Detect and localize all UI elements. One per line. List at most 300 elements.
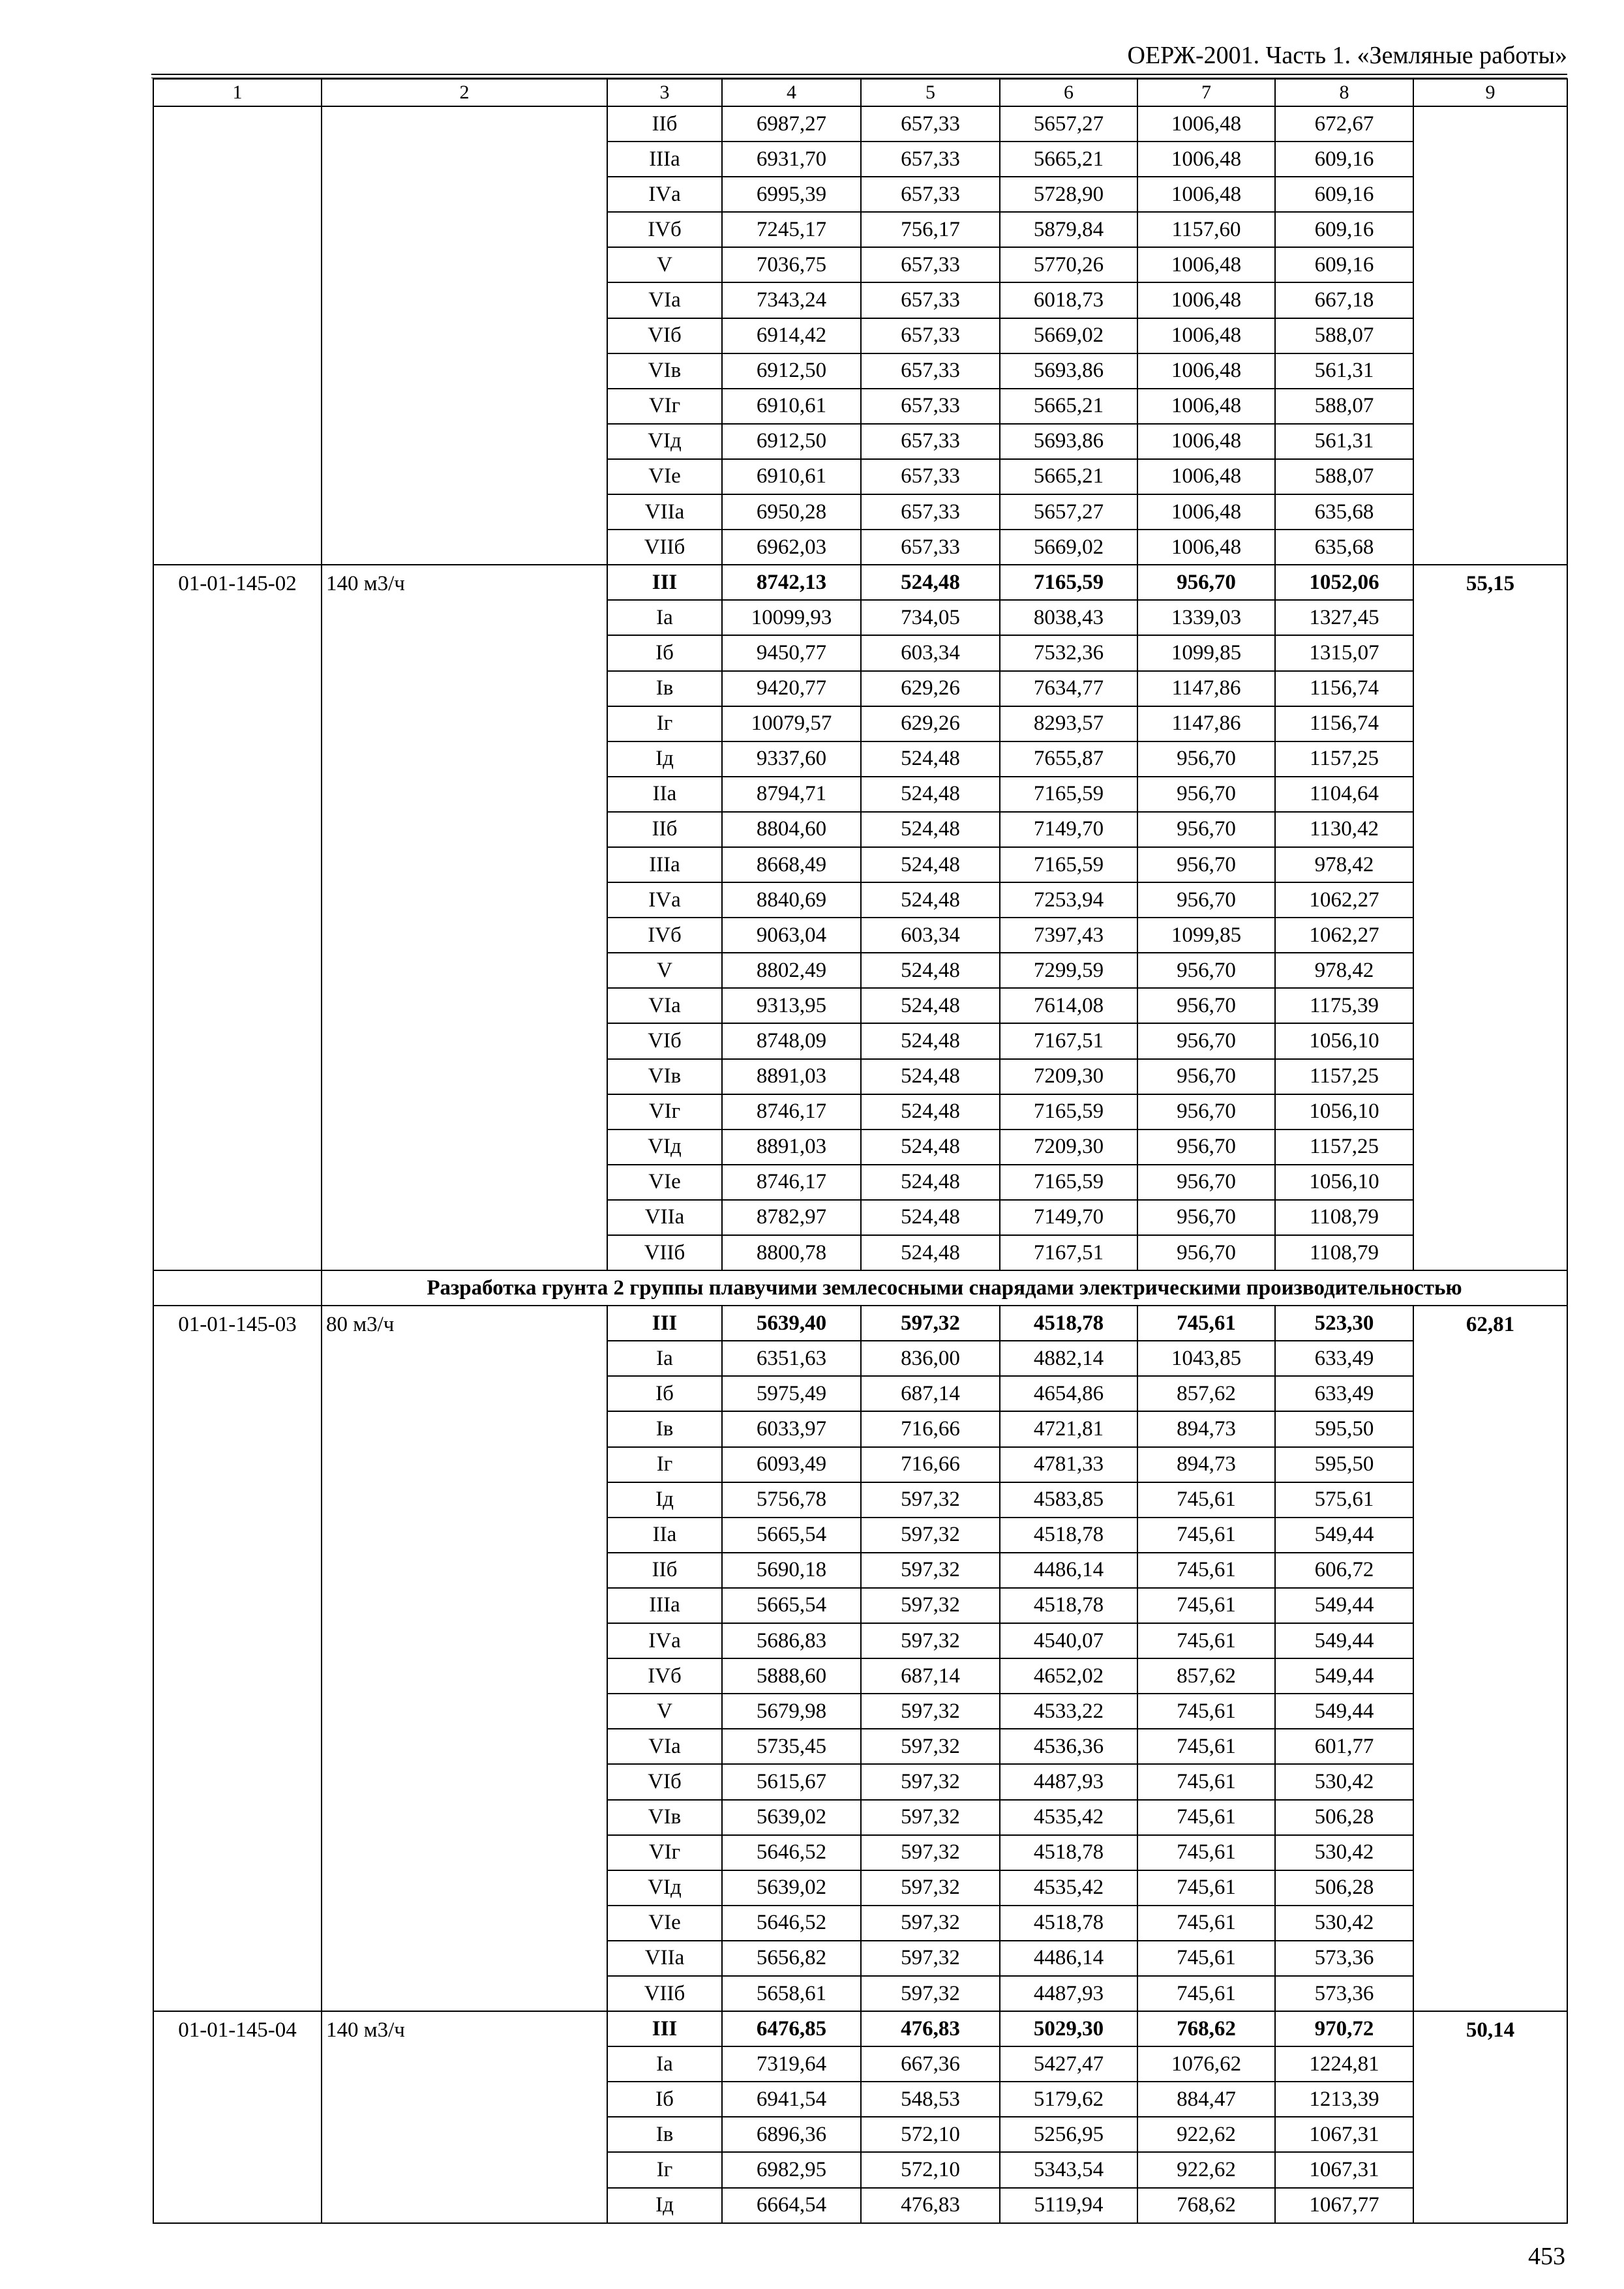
- soil-zone: Iв: [607, 671, 722, 706]
- soil-zone: VIIб: [607, 530, 722, 565]
- total-cost: 8802,49: [722, 953, 861, 988]
- column-number: 1: [153, 79, 322, 106]
- machine-cost: 7253,94: [1000, 882, 1137, 918]
- operator-wages: 857,62: [1137, 1376, 1275, 1411]
- operator-wages: 956,70: [1137, 1165, 1275, 1200]
- materials-cost: 606,72: [1275, 1553, 1413, 1588]
- wages: 597,32: [861, 1729, 1000, 1764]
- total-cost: 5658,61: [722, 1976, 861, 2011]
- wages: 524,48: [861, 1235, 1000, 1270]
- operator-wages: 745,61: [1137, 1870, 1275, 1906]
- soil-zone: IIб: [607, 1553, 722, 1588]
- materials-cost: 1157,25: [1275, 1130, 1413, 1165]
- machine-cost: 4518,78: [1000, 1518, 1137, 1553]
- soil-zone: VIв: [607, 1059, 722, 1094]
- total-cost: 6950,28: [722, 494, 861, 530]
- total-cost: 6896,36: [722, 2117, 861, 2152]
- total-cost: 6982,95: [722, 2152, 861, 2187]
- total-cost: 5639,40: [722, 1306, 861, 1341]
- machine-cost: 7532,36: [1000, 635, 1137, 670]
- materials-cost: 506,28: [1275, 1870, 1413, 1906]
- soil-zone: VIд: [607, 1870, 722, 1906]
- operator-wages: 956,70: [1137, 1200, 1275, 1235]
- materials-cost: 1062,27: [1275, 882, 1413, 918]
- machine-cost: 5179,62: [1000, 2082, 1137, 2117]
- rate-description: 140 м3/ч: [322, 565, 607, 1270]
- materials-cost: 588,07: [1275, 389, 1413, 424]
- machine-cost: 7614,08: [1000, 988, 1137, 1023]
- wages: 756,17: [861, 212, 1000, 247]
- operator-wages: 1006,48: [1137, 494, 1275, 530]
- wages: 657,33: [861, 177, 1000, 212]
- operator-wages: 768,62: [1137, 2188, 1275, 2223]
- machine-cost: 4487,93: [1000, 1764, 1137, 1799]
- soil-zone: VIб: [607, 318, 722, 353]
- soil-zone: VIе: [607, 459, 722, 494]
- wages: 657,33: [861, 142, 1000, 177]
- wages: 657,33: [861, 530, 1000, 565]
- column-number: 4: [722, 79, 861, 106]
- total-cost: 5646,52: [722, 1835, 861, 1870]
- materials-cost: 595,50: [1275, 1411, 1413, 1446]
- operator-wages: 1006,48: [1137, 530, 1275, 565]
- table-row: [153, 106, 1567, 142]
- materials-cost: 1062,27: [1275, 918, 1413, 953]
- operator-wages: 1076,62: [1137, 2046, 1275, 2082]
- operator-wages: 745,61: [1137, 1764, 1275, 1799]
- operator-wages: 1006,48: [1137, 177, 1275, 212]
- soil-zone: VIд: [607, 424, 722, 459]
- total-cost: 9313,95: [722, 988, 861, 1023]
- soil-zone: VIа: [607, 282, 722, 318]
- materials-cost: 1052,06: [1275, 565, 1413, 600]
- operator-wages: 956,70: [1137, 777, 1275, 812]
- machine-cost: 7209,30: [1000, 1130, 1137, 1165]
- machine-cost: 7634,77: [1000, 671, 1137, 706]
- wages: 657,33: [861, 353, 1000, 389]
- operator-wages: 922,62: [1137, 2117, 1275, 2152]
- materials-cost: 970,72: [1275, 2011, 1413, 2046]
- soil-zone: Iв: [607, 1411, 722, 1446]
- operator-wages: 745,61: [1137, 1482, 1275, 1518]
- machine-cost: 7165,59: [1000, 777, 1137, 812]
- machine-cost: 5693,86: [1000, 424, 1137, 459]
- operator-wages: 956,70: [1137, 1023, 1275, 1058]
- column-number: 2: [322, 79, 607, 106]
- wages: 524,48: [861, 882, 1000, 918]
- wages: 524,48: [861, 1165, 1000, 1200]
- column-number: 5: [861, 79, 1000, 106]
- soil-zone: Iд: [607, 1482, 722, 1518]
- operator-wages: 1157,60: [1137, 212, 1275, 247]
- total-cost: 6093,49: [722, 1447, 861, 1482]
- machine-cost: 7167,51: [1000, 1023, 1137, 1058]
- operator-wages: 745,61: [1137, 1835, 1275, 1870]
- total-cost: 6910,61: [722, 389, 861, 424]
- operator-wages: 956,70: [1137, 1130, 1275, 1165]
- soil-zone: IIб: [607, 106, 722, 142]
- total-cost: 6931,70: [722, 142, 861, 177]
- total-cost: 6910,61: [722, 459, 861, 494]
- operator-wages: 1147,86: [1137, 706, 1275, 741]
- materials-cost: 530,42: [1275, 1835, 1413, 1870]
- materials-cost: 1157,25: [1275, 741, 1413, 777]
- materials-cost: 1108,79: [1275, 1200, 1413, 1235]
- soil-zone: VIв: [607, 1800, 722, 1835]
- wages: 657,33: [861, 424, 1000, 459]
- wages: 524,48: [861, 741, 1000, 777]
- machine-cost: 5728,90: [1000, 177, 1137, 212]
- materials-cost: 1108,79: [1275, 1235, 1413, 1270]
- materials-cost: 549,44: [1275, 1658, 1413, 1694]
- operator-wages: 1006,48: [1137, 142, 1275, 177]
- soil-zone: V: [607, 247, 722, 282]
- operator-wages: 1099,85: [1137, 635, 1275, 670]
- total-cost: 7036,75: [722, 247, 861, 282]
- column-number: 9: [1413, 79, 1567, 106]
- machine-cost: 5343,54: [1000, 2152, 1137, 2187]
- materials-cost: 549,44: [1275, 1588, 1413, 1623]
- machine-cost: 5665,21: [1000, 389, 1137, 424]
- total-cost: 8891,03: [722, 1059, 861, 1094]
- rate-code: 01-01-145-03: [153, 1306, 322, 2011]
- materials-cost: 561,31: [1275, 424, 1413, 459]
- materials-cost: 1104,64: [1275, 777, 1413, 812]
- wages: 657,33: [861, 318, 1000, 353]
- rate-description: 140 м3/ч: [322, 2011, 607, 2223]
- materials-cost: 588,07: [1275, 459, 1413, 494]
- operator-wages: 1006,48: [1137, 318, 1275, 353]
- machine-cost: 5029,30: [1000, 2011, 1137, 2046]
- operator-wages: 1006,48: [1137, 106, 1275, 142]
- soil-zone: VIг: [607, 389, 722, 424]
- materials-cost: 561,31: [1275, 353, 1413, 389]
- soil-zone: Iг: [607, 2152, 722, 2187]
- total-cost: 5646,52: [722, 1906, 861, 1941]
- wages: 657,33: [861, 494, 1000, 530]
- machine-cost: 4535,42: [1000, 1800, 1137, 1835]
- operator-wages: 956,70: [1137, 1059, 1275, 1094]
- total-cost: 6914,42: [722, 318, 861, 353]
- materials-cost: 635,68: [1275, 494, 1413, 530]
- soil-zone: Iд: [607, 2188, 722, 2223]
- soil-zone: IIа: [607, 777, 722, 812]
- soil-zone: VIIа: [607, 1200, 722, 1235]
- wages: 836,00: [861, 1341, 1000, 1376]
- rate-code: [153, 106, 322, 565]
- materials-cost: 1056,10: [1275, 1023, 1413, 1058]
- wages: 524,48: [861, 953, 1000, 988]
- machine-cost: 4486,14: [1000, 1941, 1137, 1976]
- operator-wages: 1006,48: [1137, 389, 1275, 424]
- total-cost: 8746,17: [722, 1165, 861, 1200]
- materials-cost: 1056,10: [1275, 1094, 1413, 1130]
- labor-cost: [1413, 106, 1567, 565]
- materials-cost: 601,77: [1275, 1729, 1413, 1764]
- wages: 524,48: [861, 1023, 1000, 1058]
- operator-wages: 1147,86: [1137, 671, 1275, 706]
- wages: 476,83: [861, 2011, 1000, 2046]
- soil-zone: III: [607, 565, 722, 600]
- machine-cost: 7165,59: [1000, 565, 1137, 600]
- materials-cost: 506,28: [1275, 1800, 1413, 1835]
- total-cost: 6987,27: [722, 106, 861, 142]
- operator-wages: 745,61: [1137, 1553, 1275, 1588]
- total-cost: 5656,82: [722, 1941, 861, 1976]
- wages: 657,33: [861, 282, 1000, 318]
- section-heading-row: [153, 1270, 1567, 1306]
- machine-cost: 4721,81: [1000, 1411, 1137, 1446]
- operator-wages: 956,70: [1137, 741, 1275, 777]
- machine-cost: 4535,42: [1000, 1870, 1137, 1906]
- wages: 597,32: [861, 1553, 1000, 1588]
- column-number: 8: [1275, 79, 1413, 106]
- materials-cost: 633,49: [1275, 1376, 1413, 1411]
- running-header: ОЕРЖ-2001. Часть 1. «Земляные работы»: [1127, 42, 1567, 69]
- soil-zone: VIа: [607, 1729, 722, 1764]
- materials-cost: 609,16: [1275, 212, 1413, 247]
- operator-wages: 884,47: [1137, 2082, 1275, 2117]
- operator-wages: 745,61: [1137, 1800, 1275, 1835]
- wages: 716,66: [861, 1447, 1000, 1482]
- materials-cost: 1067,31: [1275, 2117, 1413, 2152]
- materials-cost: 667,18: [1275, 282, 1413, 318]
- wages: 687,14: [861, 1376, 1000, 1411]
- wages: 597,32: [861, 1941, 1000, 1976]
- total-cost: 5639,02: [722, 1800, 861, 1835]
- machine-cost: 5256,95: [1000, 2117, 1137, 2152]
- soil-zone: Iб: [607, 635, 722, 670]
- materials-cost: 1327,45: [1275, 600, 1413, 635]
- machine-cost: 4486,14: [1000, 1553, 1137, 1588]
- wages: 524,48: [861, 988, 1000, 1023]
- soil-zone: VIб: [607, 1764, 722, 1799]
- operator-wages: 1006,48: [1137, 282, 1275, 318]
- total-cost: 10099,93: [722, 600, 861, 635]
- operator-wages: 956,70: [1137, 565, 1275, 600]
- soil-zone: VIIа: [607, 1941, 722, 1976]
- operator-wages: 894,73: [1137, 1411, 1275, 1446]
- wages: 597,32: [861, 1800, 1000, 1835]
- materials-cost: 549,44: [1275, 1518, 1413, 1553]
- wages: 572,10: [861, 2117, 1000, 2152]
- materials-cost: 575,61: [1275, 1482, 1413, 1518]
- machine-cost: 7165,59: [1000, 847, 1137, 882]
- wages: 548,53: [861, 2082, 1000, 2117]
- soil-zone: IVа: [607, 1623, 722, 1658]
- materials-cost: 1056,10: [1275, 1165, 1413, 1200]
- empty-cell: [153, 1270, 322, 1306]
- materials-cost: 609,16: [1275, 247, 1413, 282]
- rate-description: 80 м3/ч: [322, 1306, 607, 2011]
- wages: 572,10: [861, 2152, 1000, 2187]
- page-number: 453: [1528, 2243, 1565, 2270]
- total-cost: 6033,97: [722, 1411, 861, 1446]
- wages: 597,32: [861, 1623, 1000, 1658]
- soil-zone: V: [607, 953, 722, 988]
- soil-zone: Iа: [607, 600, 722, 635]
- wages: 657,33: [861, 106, 1000, 142]
- soil-zone: IIб: [607, 812, 722, 847]
- materials-cost: 609,16: [1275, 177, 1413, 212]
- total-cost: 5735,45: [722, 1729, 861, 1764]
- rate-description: [322, 106, 607, 565]
- materials-cost: 1130,42: [1275, 812, 1413, 847]
- operator-wages: 1006,48: [1137, 353, 1275, 389]
- soil-zone: III: [607, 2011, 722, 2046]
- total-cost: 6476,85: [722, 2011, 861, 2046]
- machine-cost: 4540,07: [1000, 1623, 1137, 1658]
- machine-cost: 7655,87: [1000, 741, 1137, 777]
- operator-wages: 922,62: [1137, 2152, 1275, 2187]
- materials-cost: 588,07: [1275, 318, 1413, 353]
- soil-zone: Iд: [607, 741, 722, 777]
- column-number: 6: [1000, 79, 1137, 106]
- machine-cost: 5119,94: [1000, 2188, 1137, 2223]
- materials-cost: 609,16: [1275, 142, 1413, 177]
- machine-cost: 7397,43: [1000, 918, 1137, 953]
- operator-wages: 1339,03: [1137, 600, 1275, 635]
- machine-cost: 5665,21: [1000, 459, 1137, 494]
- soil-zone: VIIб: [607, 1976, 722, 2011]
- total-cost: 6351,63: [722, 1341, 861, 1376]
- operator-wages: 745,61: [1137, 1623, 1275, 1658]
- machine-cost: 5665,21: [1000, 142, 1137, 177]
- wages: 603,34: [861, 635, 1000, 670]
- soil-zone: III: [607, 1306, 722, 1341]
- materials-cost: 573,36: [1275, 1976, 1413, 2011]
- machine-cost: 5669,02: [1000, 530, 1137, 565]
- machine-cost: 4518,78: [1000, 1906, 1137, 1941]
- soil-zone: Iб: [607, 2082, 722, 2117]
- soil-zone: VIг: [607, 1835, 722, 1870]
- materials-cost: 549,44: [1275, 1623, 1413, 1658]
- machine-cost: 5879,84: [1000, 212, 1137, 247]
- soil-zone: Iб: [607, 1376, 722, 1411]
- materials-cost: 978,42: [1275, 847, 1413, 882]
- machine-cost: 6018,73: [1000, 282, 1137, 318]
- soil-zone: Iг: [607, 1447, 722, 1482]
- materials-cost: 595,50: [1275, 1447, 1413, 1482]
- total-cost: 5639,02: [722, 1870, 861, 1906]
- labor-cost: 55,15: [1413, 565, 1567, 1270]
- soil-zone: IIIа: [607, 1588, 722, 1623]
- wages: 597,32: [861, 1976, 1000, 2011]
- total-cost: 5888,60: [722, 1658, 861, 1694]
- rate-code: 01-01-145-04: [153, 2011, 322, 2223]
- wages: 597,32: [861, 1835, 1000, 1870]
- total-cost: 9337,60: [722, 741, 861, 777]
- soil-zone: Iа: [607, 2046, 722, 2082]
- materials-cost: 1156,74: [1275, 706, 1413, 741]
- machine-cost: 5693,86: [1000, 353, 1137, 389]
- materials-cost: 530,42: [1275, 1764, 1413, 1799]
- materials-cost: 1156,74: [1275, 671, 1413, 706]
- soil-zone: IIIа: [607, 142, 722, 177]
- wages: 667,36: [861, 2046, 1000, 2082]
- machine-cost: 4518,78: [1000, 1835, 1137, 1870]
- machine-cost: 7299,59: [1000, 953, 1137, 988]
- wages: 597,32: [861, 1870, 1000, 1906]
- rate-code: 01-01-145-02: [153, 565, 322, 1270]
- total-cost: 6912,50: [722, 424, 861, 459]
- total-cost: 10079,57: [722, 706, 861, 741]
- wages: 687,14: [861, 1658, 1000, 1694]
- wages: 597,32: [861, 1518, 1000, 1553]
- materials-cost: 1315,07: [1275, 635, 1413, 670]
- machine-cost: 4536,36: [1000, 1729, 1137, 1764]
- rates-table: [153, 78, 1568, 2224]
- operator-wages: 745,61: [1137, 1729, 1275, 1764]
- soil-zone: VIIб: [607, 1235, 722, 1270]
- operator-wages: 956,70: [1137, 988, 1275, 1023]
- total-cost: 8746,17: [722, 1094, 861, 1130]
- materials-cost: 1175,39: [1275, 988, 1413, 1023]
- soil-zone: IVб: [607, 1658, 722, 1694]
- machine-cost: 5427,47: [1000, 2046, 1137, 2082]
- wages: 524,48: [861, 1130, 1000, 1165]
- wages: 734,05: [861, 600, 1000, 635]
- total-cost: 7319,64: [722, 2046, 861, 2082]
- soil-zone: VIг: [607, 1094, 722, 1130]
- total-cost: 6664,54: [722, 2188, 861, 2223]
- total-cost: 8794,71: [722, 777, 861, 812]
- soil-zone: VIа: [607, 988, 722, 1023]
- operator-wages: 857,62: [1137, 1658, 1275, 1694]
- materials-cost: 633,49: [1275, 1341, 1413, 1376]
- materials-cost: 1224,81: [1275, 2046, 1413, 2082]
- wages: 657,33: [861, 459, 1000, 494]
- total-cost: 8800,78: [722, 1235, 861, 1270]
- table-body: [153, 79, 1567, 2223]
- operator-wages: 1006,48: [1137, 459, 1275, 494]
- total-cost: 8742,13: [722, 565, 861, 600]
- wages: 597,32: [861, 1906, 1000, 1941]
- wages: 524,48: [861, 812, 1000, 847]
- operator-wages: 745,61: [1137, 1694, 1275, 1729]
- total-cost: 8668,49: [722, 847, 861, 882]
- operator-wages: 894,73: [1137, 1447, 1275, 1482]
- total-cost: 8840,69: [722, 882, 861, 918]
- machine-cost: 5657,27: [1000, 494, 1137, 530]
- operator-wages: 956,70: [1137, 1235, 1275, 1270]
- total-cost: 6941,54: [722, 2082, 861, 2117]
- wages: 597,32: [861, 1482, 1000, 1518]
- wages: 597,32: [861, 1588, 1000, 1623]
- column-number-row: [153, 79, 1567, 106]
- table-row: [153, 2011, 1567, 2046]
- total-cost: 8891,03: [722, 1130, 861, 1165]
- header-rule: [151, 74, 1567, 78]
- machine-cost: 7167,51: [1000, 1235, 1137, 1270]
- soil-zone: VIв: [607, 353, 722, 389]
- wages: 524,48: [861, 565, 1000, 600]
- operator-wages: 768,62: [1137, 2011, 1275, 2046]
- total-cost: 5615,67: [722, 1764, 861, 1799]
- machine-cost: 7149,70: [1000, 812, 1137, 847]
- wages: 476,83: [861, 2188, 1000, 2223]
- operator-wages: 956,70: [1137, 1094, 1275, 1130]
- total-cost: 6912,50: [722, 353, 861, 389]
- soil-zone: IVа: [607, 177, 722, 212]
- machine-cost: 4518,78: [1000, 1306, 1137, 1341]
- total-cost: 5686,83: [722, 1623, 861, 1658]
- materials-cost: 530,42: [1275, 1906, 1413, 1941]
- operator-wages: 1006,48: [1137, 247, 1275, 282]
- machine-cost: 4533,22: [1000, 1694, 1137, 1729]
- operator-wages: 745,61: [1137, 1976, 1275, 2011]
- total-cost: 6995,39: [722, 177, 861, 212]
